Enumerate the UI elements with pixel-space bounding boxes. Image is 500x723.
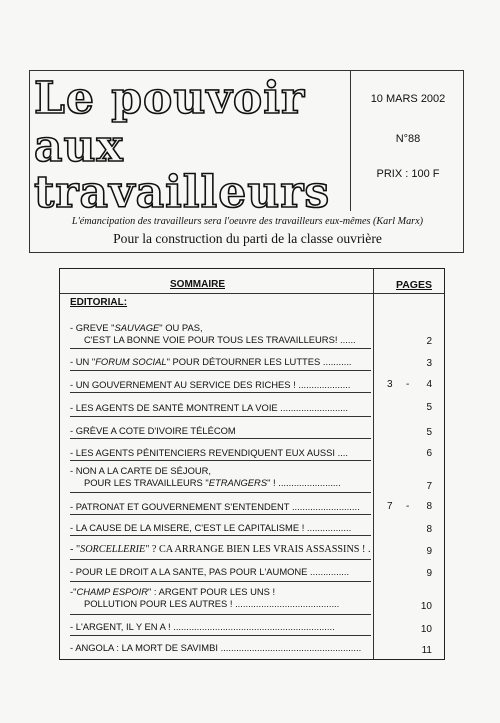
page-number: 7 [426, 481, 432, 492]
toc-entry: - "SORCELLERIE" ? CA ARRANGE BIEN LES VRAIS ASSASSINS ! . [70, 544, 371, 555]
toc-entry: -"CHAMP ESPOIR" : ARGENT POUR LES UNS ! POLLUTION POUR LES AUTRES ! ........................................ [70, 586, 340, 609]
masthead [29, 70, 464, 253]
page-number: 9 [426, 546, 432, 557]
entry-rule [70, 514, 371, 515]
toc-entry: - ANGOLA : LA MORT DE SAVIMBI ...................................................... [70, 642, 362, 653]
entry-rule [70, 614, 371, 615]
toc-entry: - LA CAUSE DE LA MISERE, C'EST LE CAPITALISME ! ................. [70, 522, 352, 533]
page-number: 9 [426, 568, 432, 579]
page-number: 10 [420, 601, 432, 612]
entry-rule [70, 370, 371, 371]
entry-rule [70, 460, 371, 461]
masthead-divider [350, 71, 351, 211]
page-number: 3 [426, 358, 432, 369]
entry-rule [70, 438, 371, 439]
pages-column-rule [373, 269, 374, 659]
page-number: 11 [421, 645, 432, 656]
page-number: 2 [426, 336, 432, 347]
toc-entry: - L'ARGENT, IL Y EN A ! .............................................................. [70, 621, 335, 632]
issue-number: N°88 [395, 133, 421, 145]
page-number: 5 [426, 427, 432, 438]
page-range: 7 - [387, 501, 410, 512]
logo-line-3: travailleurs [34, 167, 331, 218]
logo-line-2: aux [34, 121, 124, 172]
toc-entry: - UN "FORUM SOCIAL" POUR DÉTOURNER LES LUTTES ........... [70, 356, 352, 367]
toc-entry: - LES AGENTS PÉNITENCIERS REVENDIQUENT EUX AUSSI .... [70, 447, 349, 458]
editorial-label: EDITORIAL: [70, 297, 128, 308]
entry-rule [70, 535, 371, 536]
toc-entry: - UN GOUVERNEMENT AU SERVICE DES RICHES ! .................... [70, 379, 351, 390]
page-number: 8 [426, 501, 432, 512]
toc-entry: - GRÈVE A COTE D'IVOIRE TÉLÉCOM [70, 425, 236, 436]
table-of-contents [59, 268, 445, 660]
header-rule [60, 293, 444, 294]
marx-quote: L'émancipation des travailleurs sera l'oeuvre des travailleurs eux-mêmes (Karl Marx) [71, 216, 424, 227]
toc-entry: - GREVE "SAUVAGE" OU PAS, C'EST LA BONNE VOIE POUR TOUS LES TRAVAILLEURS! ...... [70, 322, 356, 345]
page-number: 5 [426, 402, 432, 413]
toc-entry: - POUR LE DROIT A LA SANTE, PAS POUR L'AUMONE ............... [70, 566, 350, 577]
subtitle: Pour la construction du parti de la classe ouvrière [113, 231, 382, 246]
page-range: 3 - [387, 379, 410, 390]
page-number: 6 [426, 448, 432, 459]
entry-rule [70, 348, 371, 349]
logo-line-1: Le pouvoir [34, 73, 306, 124]
page-number: 4 [426, 379, 432, 390]
entry-rule [70, 581, 371, 582]
page-number: 10 [420, 624, 432, 635]
entry-rule [70, 492, 371, 493]
page-number: 8 [426, 524, 432, 535]
entry-rule [70, 635, 371, 636]
sommaire-header: SOMMAIRE [170, 279, 225, 290]
entry-rule [70, 416, 371, 417]
issue-price: PRIX : 100 F [376, 168, 440, 180]
entry-rule [70, 559, 371, 560]
entry-rule [70, 392, 371, 393]
toc-entry: - LES AGENTS DE SANTÉ MONTRENT LA VOIE .......................... [70, 402, 349, 413]
pages-header: PAGES [396, 279, 432, 291]
toc-entry: - NON A LA CARTE DE SÉJOUR, POUR LES TRAVAILLEURS "ETRANGERS" ! ........................ [70, 465, 341, 488]
issue-date: 10 MARS 2002 [370, 93, 446, 105]
toc-entry: - PATRONAT ET GOUVERNEMENT S'ENTENDENT .......................... [70, 501, 360, 512]
